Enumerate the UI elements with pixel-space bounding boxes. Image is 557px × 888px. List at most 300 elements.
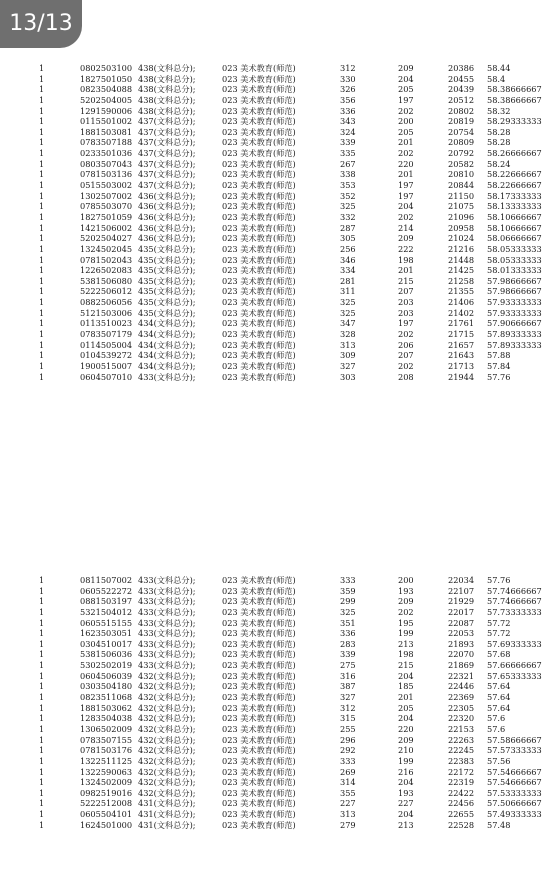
cell-total-score: 436(文科总分); <box>138 233 196 244</box>
cell-total-score: 436(文科总分); <box>138 190 196 201</box>
cell-exam-id: 0605515155 <box>80 617 133 628</box>
page-indicator: 13/13 <box>0 0 82 48</box>
cell-seq: 1 <box>39 339 45 350</box>
cell-seq: 1 <box>39 766 45 777</box>
table-row <box>0 180 557 191</box>
cell-score-b: 197 <box>398 190 414 201</box>
cell-score-a: 343 <box>340 116 356 127</box>
cell-score-a: 313 <box>340 809 356 820</box>
cell-score-b: 222 <box>398 243 414 254</box>
table-row <box>0 798 557 809</box>
cell-total-score: 438(文科总分); <box>138 94 196 105</box>
cell-rank: 21425 <box>448 265 475 276</box>
cell-score-b: 197 <box>398 180 414 191</box>
cell-composite: 57.72 <box>487 617 511 628</box>
cell-score-a: 269 <box>340 766 356 777</box>
table-row <box>0 255 557 266</box>
table-row <box>0 159 557 170</box>
cell-rank: 22245 <box>448 745 475 756</box>
cell-major: 023 美术教育(师范) <box>222 158 296 169</box>
cell-seq: 1 <box>39 649 45 660</box>
cell-rank: 22107 <box>448 585 475 596</box>
cell-seq: 1 <box>39 222 45 233</box>
cell-rank: 20802 <box>448 105 475 116</box>
cell-total-score: 435(文科总分); <box>138 297 196 308</box>
cell-exam-id: 5222512008 <box>80 798 133 809</box>
cell-score-b: 204 <box>398 670 414 681</box>
table-row <box>0 74 557 85</box>
table-row <box>0 286 557 297</box>
cell-major: 023 美术教育(师范) <box>222 723 296 734</box>
cell-exam-id: 1881503081 <box>80 126 133 137</box>
cell-total-score: 435(文科总分); <box>138 286 196 297</box>
cell-major: 023 美术教育(师范) <box>222 63 296 73</box>
table-row <box>0 106 557 117</box>
table-row <box>0 671 557 682</box>
cell-seq: 1 <box>39 809 45 820</box>
cell-total-score: 434(文科总分); <box>138 350 196 361</box>
cell-rank: 22383 <box>448 755 475 766</box>
cell-rank: 21944 <box>448 371 475 382</box>
cell-seq: 1 <box>39 275 45 286</box>
cell-seq: 1 <box>39 243 45 254</box>
cell-score-b: 209 <box>398 233 414 244</box>
cell-score-b: 209 <box>398 63 414 73</box>
cell-major: 023 美术教育(师范) <box>222 243 296 254</box>
cell-score-b: 213 <box>398 819 414 830</box>
cell-exam-id: 0785503070 <box>80 201 133 212</box>
cell-score-b: 197 <box>398 318 414 329</box>
cell-score-a: 339 <box>340 137 356 148</box>
cell-exam-id: 5321504012 <box>80 606 133 617</box>
cell-composite: 57.88 <box>487 350 511 361</box>
cell-exam-id: 1302507002 <box>80 190 133 201</box>
cell-composite: 57.53333333 <box>487 787 542 798</box>
table-row <box>0 628 557 639</box>
cell-total-score: 436(文科总分); <box>138 222 196 233</box>
cell-exam-id: 1322590063 <box>80 766 133 777</box>
table-row <box>0 575 557 586</box>
cell-score-a: 352 <box>340 190 356 201</box>
cell-seq: 1 <box>39 286 45 297</box>
table-row <box>0 788 557 799</box>
cell-exam-id: 0604507010 <box>80 371 133 382</box>
cell-rank: 21448 <box>448 254 475 265</box>
cell-major: 023 美术教育(师范) <box>222 638 296 649</box>
cell-score-a: 338 <box>340 169 356 180</box>
cell-score-a: 313 <box>340 339 356 350</box>
cell-exam-id: 5202504005 <box>80 94 133 105</box>
cell-rank: 22070 <box>448 649 475 660</box>
cell-seq: 1 <box>39 297 45 308</box>
cell-seq: 1 <box>39 148 45 159</box>
cell-exam-id: 1226502083 <box>80 265 133 276</box>
cell-score-b: 198 <box>398 254 414 265</box>
cell-rank: 20439 <box>448 84 475 95</box>
cell-seq: 1 <box>39 606 45 617</box>
cell-score-b: 203 <box>398 297 414 308</box>
cell-composite: 57.76 <box>487 575 511 585</box>
cell-rank: 21657 <box>448 339 475 350</box>
cell-composite: 57.73333333 <box>487 606 542 617</box>
cell-composite: 58.01333333 <box>487 265 542 276</box>
cell-rank: 21869 <box>448 660 475 671</box>
cell-score-b: 204 <box>398 777 414 788</box>
cell-major: 023 美术教育(师范) <box>222 105 296 116</box>
cell-seq: 1 <box>39 350 45 361</box>
cell-major: 023 美术教育(师范) <box>222 649 296 660</box>
cell-seq: 1 <box>39 201 45 212</box>
cell-rank: 21761 <box>448 318 475 329</box>
cell-score-b: 202 <box>398 105 414 116</box>
cell-total-score: 436(文科总分); <box>138 211 196 222</box>
cell-exam-id: 0604506039 <box>80 670 133 681</box>
cell-exam-id: 5302502019 <box>80 660 133 671</box>
cell-rank: 22172 <box>448 766 475 777</box>
cell-score-a: 333 <box>340 755 356 766</box>
table-row <box>0 735 557 746</box>
cell-major: 023 美术教育(师范) <box>222 350 296 361</box>
cell-seq: 1 <box>39 628 45 639</box>
cell-total-score: 435(文科总分); <box>138 243 196 254</box>
cell-seq: 1 <box>39 723 45 734</box>
cell-score-b: 208 <box>398 371 414 382</box>
cell-score-b: 204 <box>398 201 414 212</box>
cell-score-a: 227 <box>340 798 356 809</box>
cell-major: 023 美术教育(师范) <box>222 286 296 297</box>
cell-rank: 21075 <box>448 201 475 212</box>
cell-rank: 22153 <box>448 723 475 734</box>
cell-score-a: 347 <box>340 318 356 329</box>
cell-total-score: 437(文科总分); <box>138 137 196 148</box>
cell-composite: 57.76 <box>487 371 511 382</box>
table-row <box>0 308 557 319</box>
cell-seq: 1 <box>39 265 45 276</box>
table-row <box>0 681 557 692</box>
cell-total-score: 432(文科总分); <box>138 692 196 703</box>
cell-score-a: 336 <box>340 628 356 639</box>
cell-composite: 58.38666667 <box>487 84 542 95</box>
cell-rank: 20386 <box>448 63 475 73</box>
cell-score-a: 351 <box>340 617 356 628</box>
cell-seq: 1 <box>39 660 45 671</box>
cell-score-b: 200 <box>398 575 414 585</box>
cell-seq: 1 <box>39 307 45 318</box>
cell-score-b: 209 <box>398 596 414 607</box>
cell-major: 023 美术教育(师范) <box>222 169 296 180</box>
cell-composite: 58.10666667 <box>487 211 542 222</box>
cell-rank: 22034 <box>448 575 475 585</box>
cell-score-b: 199 <box>398 755 414 766</box>
table-row <box>0 660 557 671</box>
cell-rank: 21150 <box>448 190 475 201</box>
cell-major: 023 美术教育(师范) <box>222 297 296 308</box>
cell-exam-id: 0802503100 <box>80 63 133 73</box>
cell-composite: 58.24 <box>487 158 511 169</box>
cell-total-score: 432(文科总分); <box>138 702 196 713</box>
cell-composite: 57.57333333 <box>487 745 542 756</box>
table-row <box>0 724 557 735</box>
cell-exam-id: 1306502009 <box>80 723 133 734</box>
cell-score-b: 213 <box>398 638 414 649</box>
cell-composite: 58.29333333 <box>487 116 542 127</box>
cell-exam-id: 1624501000 <box>80 819 133 830</box>
cell-score-a: 336 <box>340 105 356 116</box>
table-row <box>0 756 557 767</box>
cell-rank: 20792 <box>448 148 475 159</box>
cell-seq: 1 <box>39 702 45 713</box>
cell-composite: 57.68 <box>487 649 511 660</box>
cell-score-b: 202 <box>398 606 414 617</box>
cell-major: 023 美术教育(师范) <box>222 787 296 798</box>
cell-exam-id: 0982519016 <box>80 787 133 798</box>
cell-score-b: 206 <box>398 339 414 350</box>
cell-total-score: 433(文科总分); <box>138 649 196 660</box>
table-row <box>0 169 557 180</box>
cell-rank: 21893 <box>448 638 475 649</box>
cell-major: 023 美术教育(师范) <box>222 148 296 159</box>
cell-score-b: 204 <box>398 73 414 84</box>
table-row <box>0 639 557 650</box>
cell-composite: 58.13333333 <box>487 201 542 212</box>
cell-exam-id: 0781503176 <box>80 745 133 756</box>
cell-rank: 20844 <box>448 180 475 191</box>
table-row <box>0 297 557 308</box>
cell-rank: 20455 <box>448 73 475 84</box>
cell-score-a: 359 <box>340 585 356 596</box>
cell-score-a: 327 <box>340 692 356 703</box>
cell-composite: 57.64 <box>487 702 511 713</box>
cell-seq: 1 <box>39 371 45 382</box>
cell-composite: 58.22666667 <box>487 180 542 191</box>
cell-rank: 20810 <box>448 169 475 180</box>
cell-seq: 1 <box>39 596 45 607</box>
table-row <box>0 820 557 831</box>
cell-seq: 1 <box>39 755 45 766</box>
cell-major: 023 美术教育(师范) <box>222 660 296 671</box>
cell-rank: 22369 <box>448 692 475 703</box>
cell-total-score: 432(文科总分); <box>138 787 196 798</box>
cell-total-score: 432(文科总分); <box>138 681 196 692</box>
table-row <box>0 340 557 351</box>
cell-total-score: 437(文科总分); <box>138 180 196 191</box>
cell-score-a: 256 <box>340 243 356 254</box>
cell-total-score: 433(文科总分); <box>138 660 196 671</box>
cell-exam-id: 1324502045 <box>80 243 133 254</box>
cell-major: 023 美术教育(师范) <box>222 606 296 617</box>
cell-rank: 21355 <box>448 286 475 297</box>
cell-score-a: 332 <box>340 211 356 222</box>
cell-composite: 58.05333333 <box>487 254 542 265</box>
cell-major: 023 美术教育(师范) <box>222 371 296 382</box>
cell-major: 023 美术教育(师范) <box>222 819 296 830</box>
cell-total-score: 433(文科总分); <box>138 617 196 628</box>
cell-exam-id: 0823511068 <box>80 692 133 703</box>
cell-composite: 57.48 <box>487 819 511 830</box>
cell-exam-id: 1827501050 <box>80 73 133 84</box>
cell-composite: 58.05333333 <box>487 243 542 254</box>
cell-exam-id: 0304510017 <box>80 638 133 649</box>
table-row <box>0 265 557 276</box>
cell-major: 023 美术教育(师范) <box>222 254 296 265</box>
cell-major: 023 美术教育(师范) <box>222 798 296 809</box>
cell-rank: 20754 <box>448 126 475 137</box>
cell-score-b: 198 <box>398 649 414 660</box>
cell-major: 023 美术教育(师范) <box>222 777 296 788</box>
cell-score-b: 193 <box>398 787 414 798</box>
cell-score-a: 287 <box>340 222 356 233</box>
cell-total-score: 434(文科总分); <box>138 339 196 350</box>
cell-composite: 58.26666667 <box>487 148 542 159</box>
table-row <box>0 713 557 724</box>
cell-exam-id: 0114505004 <box>80 339 133 350</box>
cell-composite: 57.66666667 <box>487 660 542 671</box>
cell-score-b: 199 <box>398 628 414 639</box>
cell-rank: 21258 <box>448 275 475 286</box>
cell-exam-id: 0115501002 <box>80 116 133 127</box>
cell-rank: 20819 <box>448 116 475 127</box>
cell-seq: 1 <box>39 798 45 809</box>
cell-score-b: 216 <box>398 766 414 777</box>
cell-rank: 21643 <box>448 350 475 361</box>
cell-score-a: 325 <box>340 606 356 617</box>
table-row <box>0 618 557 629</box>
cell-score-a: 279 <box>340 819 356 830</box>
cell-rank: 21715 <box>448 329 475 340</box>
cell-seq: 1 <box>39 575 45 585</box>
cell-total-score: 434(文科总分); <box>138 318 196 329</box>
cell-score-a: 305 <box>340 233 356 244</box>
cell-major: 023 美术教育(师范) <box>222 73 296 84</box>
cell-exam-id: 0781503136 <box>80 169 133 180</box>
cell-score-a: 312 <box>340 63 356 73</box>
table-row <box>0 148 557 159</box>
cell-composite: 57.54666667 <box>487 766 542 777</box>
cell-score-b: 200 <box>398 116 414 127</box>
cell-seq: 1 <box>39 585 45 596</box>
cell-seq: 1 <box>39 638 45 649</box>
cell-score-b: 220 <box>398 723 414 734</box>
cell-seq: 1 <box>39 713 45 724</box>
cell-rank: 21216 <box>448 243 475 254</box>
table-row <box>0 607 557 618</box>
cell-total-score: 433(文科总分); <box>138 628 196 639</box>
cell-score-b: 202 <box>398 148 414 159</box>
table-row <box>0 809 557 820</box>
cell-score-a: 255 <box>340 723 356 734</box>
cell-seq: 1 <box>39 105 45 116</box>
cell-exam-id: 0783507155 <box>80 734 133 745</box>
cell-exam-id: 5381506080 <box>80 275 133 286</box>
cell-exam-id: 0605522272 <box>80 585 133 596</box>
cell-major: 023 美术教育(师范) <box>222 702 296 713</box>
cell-total-score: 437(文科总分); <box>138 116 196 127</box>
cell-composite: 57.58666667 <box>487 734 542 745</box>
cell-exam-id: 0605504101 <box>80 809 133 820</box>
cell-composite: 57.6 <box>487 723 506 734</box>
cell-score-a: 324 <box>340 126 356 137</box>
table-row <box>0 95 557 106</box>
cell-composite: 58.28 <box>487 126 511 137</box>
cell-score-b: 201 <box>398 169 414 180</box>
table-row <box>0 116 557 127</box>
cell-score-b: 202 <box>398 329 414 340</box>
cell-score-b: 227 <box>398 798 414 809</box>
cell-score-a: 356 <box>340 94 356 105</box>
cell-total-score: 432(文科总分); <box>138 745 196 756</box>
cell-rank: 20512 <box>448 94 475 105</box>
cell-rank: 21929 <box>448 596 475 607</box>
table-row <box>0 244 557 255</box>
cell-composite: 58.17333333 <box>487 190 542 201</box>
cell-rank: 22263 <box>448 734 475 745</box>
cell-rank: 22446 <box>448 681 475 692</box>
cell-exam-id: 1900515007 <box>80 360 133 371</box>
cell-score-b: 202 <box>398 211 414 222</box>
table-row <box>0 361 557 372</box>
cell-composite: 57.64 <box>487 681 511 692</box>
cell-total-score: 434(文科总分); <box>138 360 196 371</box>
cell-score-a: 325 <box>340 307 356 318</box>
cell-major: 023 美术教育(师范) <box>222 94 296 105</box>
cell-total-score: 432(文科总分); <box>138 723 196 734</box>
cell-composite: 58.38666667 <box>487 94 542 105</box>
cell-score-a: 315 <box>340 713 356 724</box>
cell-score-b: 210 <box>398 745 414 756</box>
cell-composite: 57.54666667 <box>487 777 542 788</box>
cell-seq: 1 <box>39 318 45 329</box>
table-block-1 <box>0 63 557 382</box>
cell-score-b: 203 <box>398 307 414 318</box>
cell-major: 023 美术教育(师范) <box>222 307 296 318</box>
cell-score-a: 325 <box>340 297 356 308</box>
cell-total-score: 433(文科总分); <box>138 371 196 382</box>
table-block-2 <box>0 575 557 830</box>
cell-score-a: 346 <box>340 254 356 265</box>
cell-composite: 57.56 <box>487 755 511 766</box>
cell-seq: 1 <box>39 734 45 745</box>
cell-exam-id: 1283504038 <box>80 713 133 724</box>
cell-score-b: 214 <box>398 222 414 233</box>
cell-rank: 22053 <box>448 628 475 639</box>
cell-composite: 58.4 <box>487 73 506 84</box>
cell-composite: 57.89333333 <box>487 329 542 340</box>
cell-score-b: 207 <box>398 286 414 297</box>
cell-total-score: 432(文科总分); <box>138 766 196 777</box>
table-row <box>0 84 557 95</box>
cell-rank: 22017 <box>448 606 475 617</box>
cell-major: 023 美术教育(师范) <box>222 318 296 329</box>
cell-score-a: 333 <box>340 575 356 585</box>
cell-score-b: 209 <box>398 734 414 745</box>
cell-score-a: 292 <box>340 745 356 756</box>
table-row <box>0 276 557 287</box>
cell-seq: 1 <box>39 329 45 340</box>
table-row <box>0 372 557 383</box>
cell-composite: 57.6 <box>487 713 506 724</box>
cell-score-a: 303 <box>340 371 356 382</box>
cell-seq: 1 <box>39 211 45 222</box>
cell-seq: 1 <box>39 360 45 371</box>
cell-score-a: 339 <box>340 649 356 660</box>
cell-seq: 1 <box>39 84 45 95</box>
cell-exam-id: 0104539272 <box>80 350 133 361</box>
table-row <box>0 596 557 607</box>
cell-major: 023 美术教育(师范) <box>222 222 296 233</box>
cell-total-score: 438(文科总分); <box>138 63 196 73</box>
cell-composite: 57.98666667 <box>487 275 542 286</box>
cell-rank: 20582 <box>448 158 475 169</box>
